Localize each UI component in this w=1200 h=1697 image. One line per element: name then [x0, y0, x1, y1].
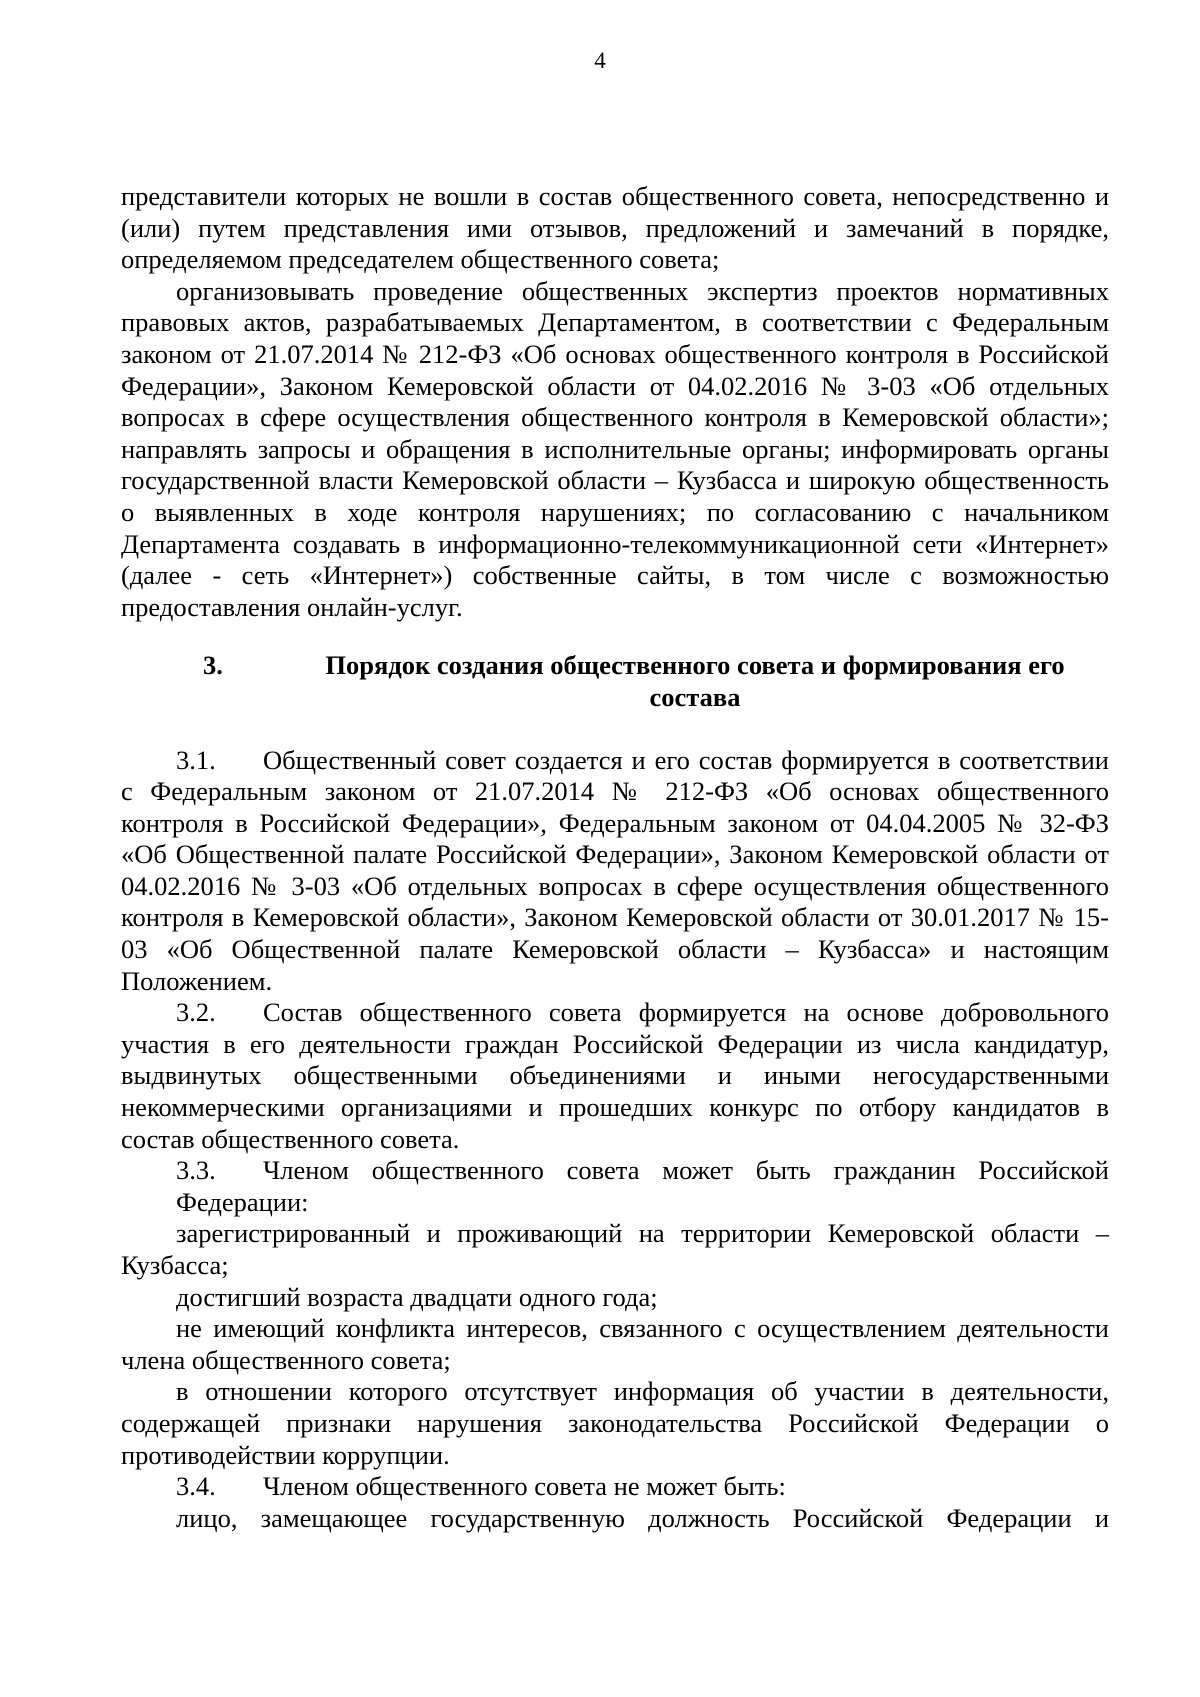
clause-text: Общественный совет создается и его состав формируется в соответствии с Федеральным законом от 21.07.2014 № 212-ФЗ «Об основах общественного контроля в Российской Федерации», Федеральным законом от 04.04.2005 № 32-ФЗ «Об Общественной палате Российской Федерации», Законом Кемеровской области от 04.02.2016 № 3-03 «Об отдельных вопросах в сфере осуществления общественного контроля в Кемеровской области», Законом Кемеровской области от 30.01.2017 № 15-03 «Об Общественной палате Кемеровской области – Кузбасса» и настоящим Положением.	[121, 744, 1109, 996]
clause-3-2	[121, 997, 1109, 1155]
clause-number: 3.3.	[176, 1155, 216, 1186]
clause-text: Состав общественного совета формируется на основе добровольного участия в его деятельности граждан Российской Федерации из числа кандидатур, выдвинутых общественными объединениями и иными негосударственными некоммерческими организациями и прошедших конкурс по отбору кандидатов в состав общественного совета.	[121, 997, 1109, 1154]
clause-3-1	[121, 745, 1109, 998]
clause-3-3	[121, 1155, 1109, 1218]
clause-text: Членом общественного совета может быть гражданин Российской Федерации:	[176, 1155, 1109, 1217]
section-number: 3.	[203, 650, 223, 681]
section-heading	[121, 650, 1109, 713]
paragraph-continuation: представители которых не вошли в состав общественного совета, непосредственно и (или) путем представления ими отзывов, предложений и замечаний в порядке, определяемом председателем общественного совета;	[121, 181, 1109, 275]
list-item: достигший возраста двадцати одного года;	[176, 1281, 658, 1312]
section-title: Порядок создания общественного совета и формирования его состава	[325, 650, 1065, 712]
list-item: не имеющий конфликта интересов, связанного с осуществлением деятельности члена общественного совета;	[121, 1313, 1109, 1375]
document-body	[121, 181, 1109, 1534]
list-item: в отношении которого отсутствует информация об участии в деятельности, содержащей признаки нарушения законодательства Российской Федерации о противодействии коррупции.	[121, 1376, 1109, 1470]
clause-3-4	[121, 1471, 1109, 1503]
list-item: зарегистрированный и проживающий на территории Кемеровской области – Кузбасса;	[121, 1218, 1109, 1280]
list-item: лицо, замещающее государственную должность Российской Федерации и	[176, 1502, 1109, 1533]
paragraph-expertise: организовывать проведение общественных экспертиз проектов нормативных правовых актов, разрабатываемых Департаментом, в соответствии с Федеральным законом от 21.07.2014 № 212-ФЗ «Об основах общественного контроля в Российской Федерации», Законом Кемеровской области от 04.02.2016 № 3-03 «Об отдельных вопросах в сфере осуществления общественного контроля в Кемеровской области»; направлять запросы и обращения в исполнительные органы; информировать органы государственной власти Кемеровской области – Кузбасса и широкую общественность о выявленных в ходе контроля нарушениях; по согласованию с начальником Департамента создавать в информационно-телекоммуникационной сети «Интернет» (далее - сеть «Интернет») собственные сайты, в том числе с возможностью предоставления онлайн-услуг.	[121, 275, 1109, 622]
page-number: 4	[594, 48, 606, 73]
clause-number: 3.2.	[176, 997, 216, 1028]
clause-number: 3.4.	[176, 1471, 216, 1502]
clause-text: Членом общественного совета не может быть:	[263, 1471, 786, 1502]
clause-number: 3.1.	[176, 744, 216, 775]
